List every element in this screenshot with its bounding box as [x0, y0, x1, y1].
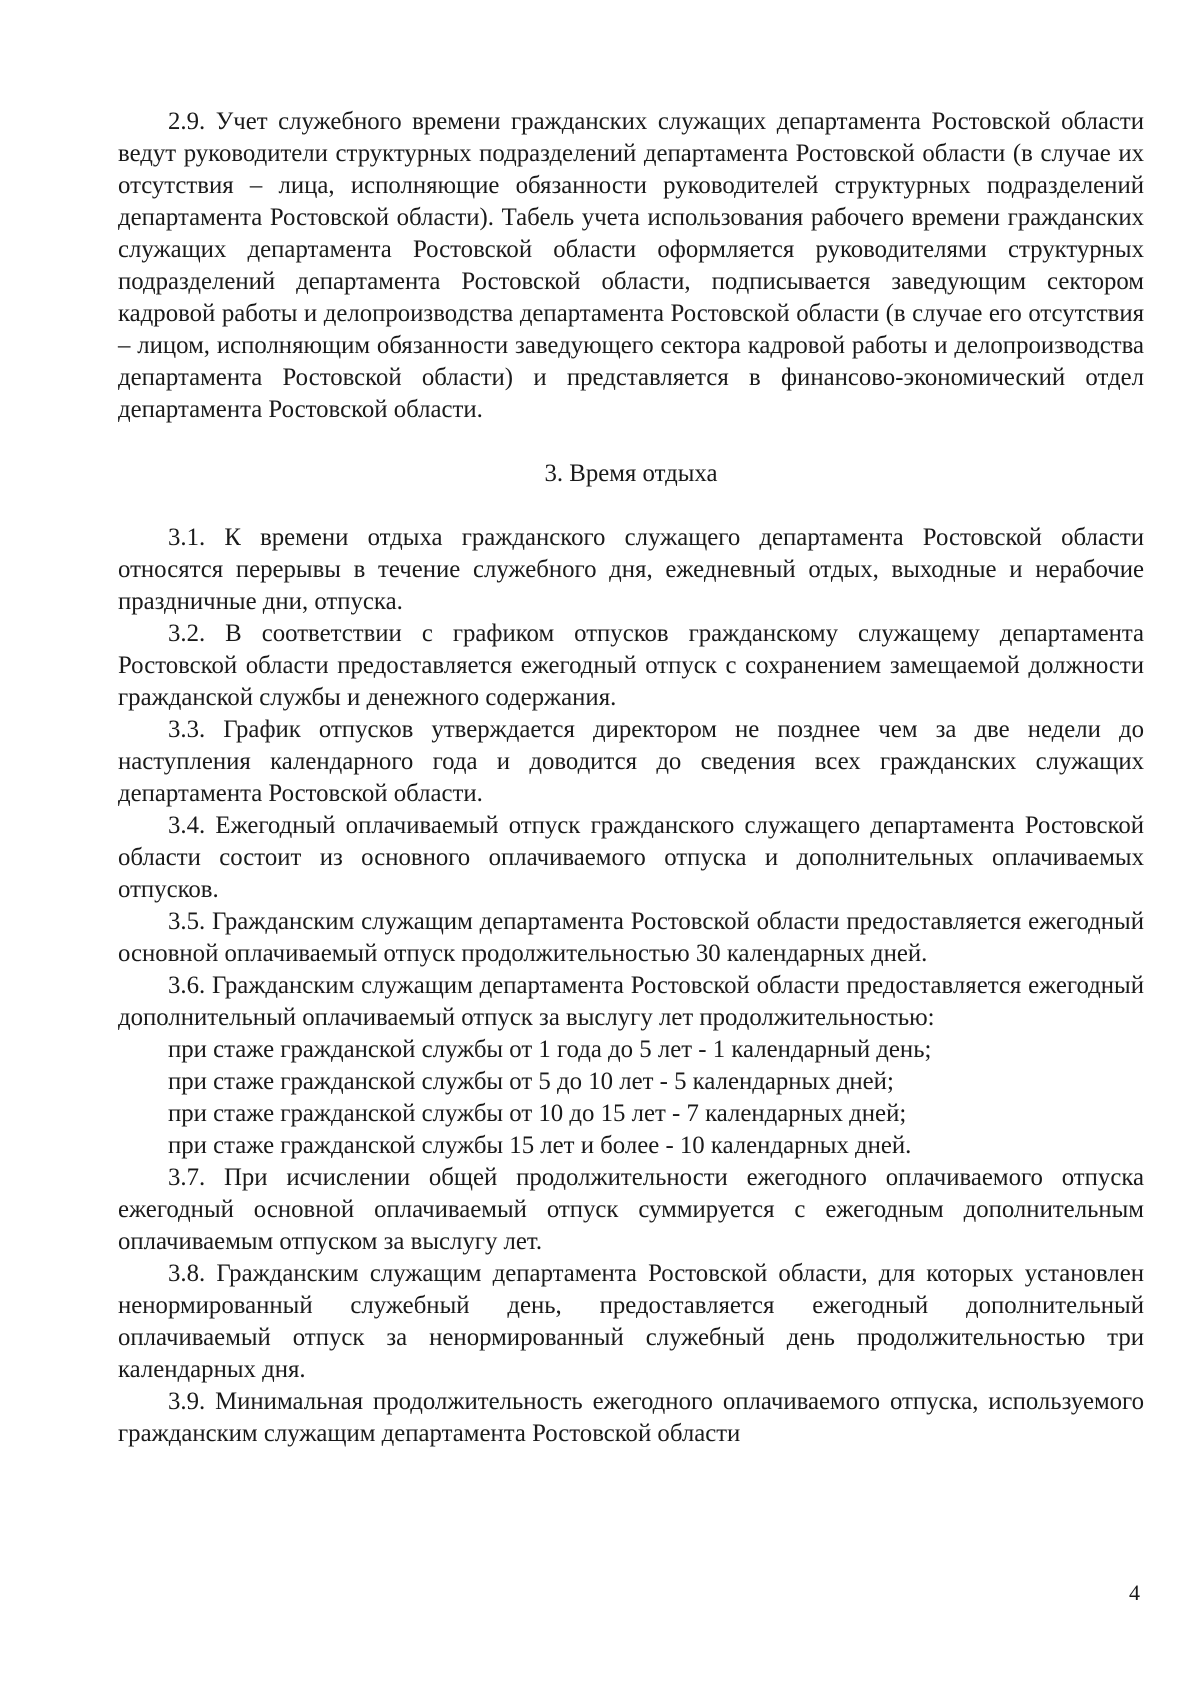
paragraph-3-4: 3.4. Ежегодный оплачиваемый отпуск гражданского служащего департамента Ростовской области состоит из основного оплачиваемого отпуска и дополнительных оплачиваемых отпусков. [118, 812, 1144, 903]
list-item-experience-2: при стаже гражданской службы от 5 до 10 лет - 5 календарных дней; [168, 1068, 894, 1095]
list-item-experience-4: при стаже гражданской службы 15 лет и более - 10 календарных дней. [168, 1132, 912, 1159]
paragraph-3-2: 3.2. В соответствии с графиком отпусков гражданскому служащему департамента Ростовской области предоставляется ежегодный отпуск с сохранением замещаемой должности гражданской службы и денежного содержания. [118, 620, 1144, 711]
list-item-experience-3: при стаже гражданской службы от 10 до 15 лет - 7 календарных дней; [168, 1100, 907, 1127]
paragraph-3-9: 3.9. Минимальная продолжительность ежегодного оплачиваемого отпуска, используемого гражданским служащим департамента Ростовской области [118, 1388, 1144, 1447]
paragraph-3-1: 3.1. К времени отдыха гражданского служащего департамента Ростовской области относятся перерывы в течение служебного дня, ежедневный отдых, выходные и нерабочие праздничные дни, отпуска. [118, 524, 1144, 615]
paragraph-3-8: 3.8. Гражданским служащим департамента Ростовской области, для которых установлен ненормированный служебный день, предоставляется ежегодный дополнительный оплачиваемый отпуск за ненормированный служебный день продолжительностью три календарных дня. [118, 1260, 1144, 1383]
list-item-experience-1: при стаже гражданской службы от 1 года до 5 лет - 1 календарный день; [168, 1036, 932, 1063]
paragraph-3-7: 3.7. При исчислении общей продолжительности ежегодного оплачиваемого отпуска ежегодный основной оплачиваемый отпуск суммируется с ежегодным дополнительным оплачиваемым отпуском за выслугу лет. [118, 1164, 1144, 1255]
page-number: 4 [1129, 1580, 1140, 1605]
paragraph-3-5: 3.5. Гражданским служащим департамента Ростовской области предоставляется ежегодный основной оплачиваемый отпуск продолжительностью 30 календарных дней. [118, 908, 1144, 967]
document-page [118, 106, 1144, 1450]
paragraph-2-9: 2.9. Учет служебного времени гражданских служащих департамента Ростовской области ведут руководители структурных подразделений департамента Ростовской области (в случае их отсутствия – лица, исполняющие обязанности руководителей структурных подразделений департамента Ростовской области). Табель учета использования рабочего времени гражданских служащих департамента Ростовской области оформляется руководителями структурных подразделений департамента Ростовской области, подписывается заведующим сектором кадровой работы и делопроизводства департамента Ростовской области (в случае его отсутствия – лицом, исполняющим обязанности заведующего сектора кадровой работы и делопроизводства департамента Ростовской области) и представляется в финансово-экономический отдел департамента Ростовской области. [118, 108, 1144, 423]
section-heading: 3. Время отдыха [544, 460, 718, 487]
paragraph-3-3: 3.3. График отпусков утверждается директором не позднее чем за две недели до наступления календарного года и доводится до сведения всех гражданских служащих департамента Ростовской области. [118, 716, 1144, 807]
paragraph-3-6: 3.6. Гражданским служащим департамента Ростовской области предоставляется ежегодный дополнительный оплачиваемый отпуск за выслугу лет продолжительностью: [118, 972, 1144, 1031]
